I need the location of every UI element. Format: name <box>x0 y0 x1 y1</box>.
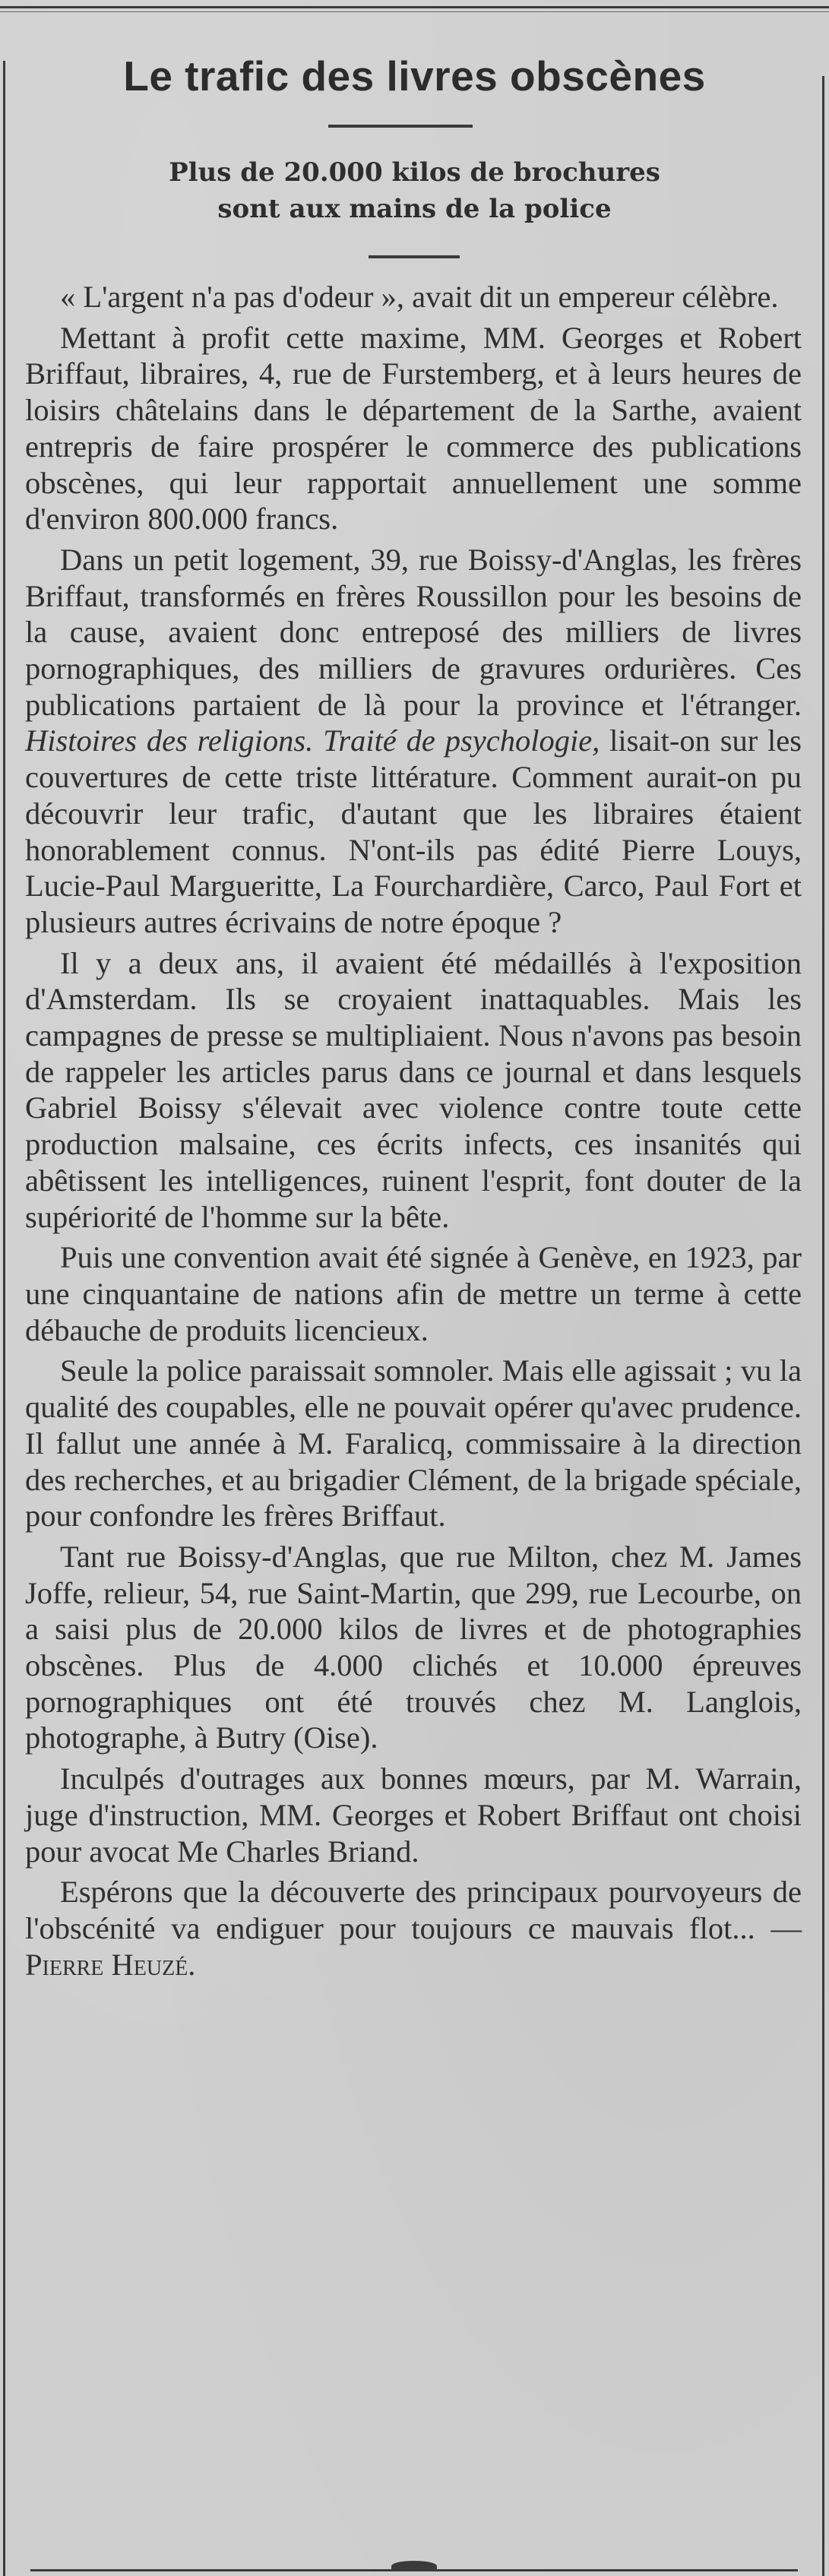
article-body <box>25 279 802 1987</box>
paragraph-boissy-danglas <box>25 542 802 941</box>
paragraph-conclusion <box>25 1874 802 1983</box>
top-border-rule-thin <box>0 11 829 12</box>
right-column-rule <box>822 76 824 2576</box>
paragraph-police: Seule la police paraissait somnoler. Mais elle agissait ; vu la qualité des coupables, elle ne pouvait opérer qu'avec prudence. Il fallut une année à M. Faralicq, commissaire à la direction des recherches, et au brigadier Clément, de la brigade spéciale, pour confondre les frères Briffaut. <box>25 1353 802 1533</box>
paragraph-seizure: Tant rue Boissy-d'Anglas, que rue Milton, chez M. James Joffe, relieur, 54, rue Saint-Martin, que 299, rue Lecourbe, on a saisi plus de 20.000 kilos de livres et de photographies obscènes. Plus de 4.000 clichés et 10.000 épreuves pornographiques ont été trouvés chez M. Langlois, photographe, à Butry (Oise). <box>25 1539 802 1755</box>
paragraph-indictment: Inculpés d'outrages aux bonnes mœurs, par M. Warrain, juge d'instruction, MM. Georges et Robert Briffaut ont choisi pour avocat Me Charles Briand. <box>25 1761 802 1869</box>
subheading-separator <box>369 255 460 258</box>
top-border-rule <box>0 6 829 8</box>
paragraph-text: Espérons que la découverte des principaux pourvoyeurs de l'obscénité va endiguer pour toujours ce mauvais flot... — <box>25 1875 802 1945</box>
article-headline: Le trafic des livres obscènes <box>123 52 706 100</box>
paragraph-briffaut-brothers: Mettant à profit cette maxime, MM. Georges et Robert Briffaut, libraires, 4, rue de Furstemberg, et à leurs heures de loisirs châtelains dans le département de la Sarthe, avaient entrepris de faire prospérer le commerce des publications obscènes, qui leur rapportait annuellement une somme d'environ 800.000 francs. <box>25 320 802 536</box>
subheading-line-1: Plus de 20.000 kilos de brochures <box>169 157 660 188</box>
paragraph-text: Dans un petit logement, 39, rue Boissy-d'Anglas, les frères Briffaut, transformés en frères Roussillon pour les besoins de la cause, avaient donc entreposé des milliers de livres pornographiques, des milliers de gravures ordurières. Ces publications partaient de là pour la province et l'étranger. <box>25 542 802 722</box>
paragraph-text-cont: lisait-on sur les couvertures de cette triste littérature. Comment aurait-on pu découvrir leur trafic, d'autant que les libraires étaient honorablement connus. N'ont-ils pas édité Pierre Louys, Lucie-Paul Margueritte, La Fourchardière, Carco, Paul Fort et plusieurs autres écrivains de notre époque ? <box>25 723 802 939</box>
italic-book-titles: Histoires des religions. Traité de psychologie, <box>25 723 600 758</box>
article-subheading <box>0 154 829 227</box>
paragraph-quote: « L'argent n'a pas d'odeur », avait dit un empereur célèbre. <box>60 280 779 314</box>
subheading-line-2: sont aux mains de la police <box>217 194 612 224</box>
paragraph-geneva-convention: Puis une convention avait été signée à Genève, en 1923, par une cinquantaine de nations afin de mettre un terme à cette débauche de produits licencieux. <box>25 1240 802 1347</box>
ornament-icon <box>391 2561 437 2571</box>
paragraph-amsterdam: Il y a deux ans, il avaient été médaillés à l'exposition d'Amsterdam. Ils se croyaient inattaquables. Mais les campagnes de presse se multipliaient. Nous n'avons pas besoin de rappeler les articles parus dans ce journal et dans lesquels Gabriel Boissy s'élevait avec violence contre toute cette production malsaine, ces écrits infects, ces insanités qui abêtissent les intelligences, ruinent l'esprit, font douter de la supériorité de l'homme sur la bête. <box>25 945 802 1234</box>
author-signature: Pierre Heuzé. <box>25 1947 196 1982</box>
left-column-rule <box>3 61 5 2576</box>
headline-separator <box>328 125 473 128</box>
